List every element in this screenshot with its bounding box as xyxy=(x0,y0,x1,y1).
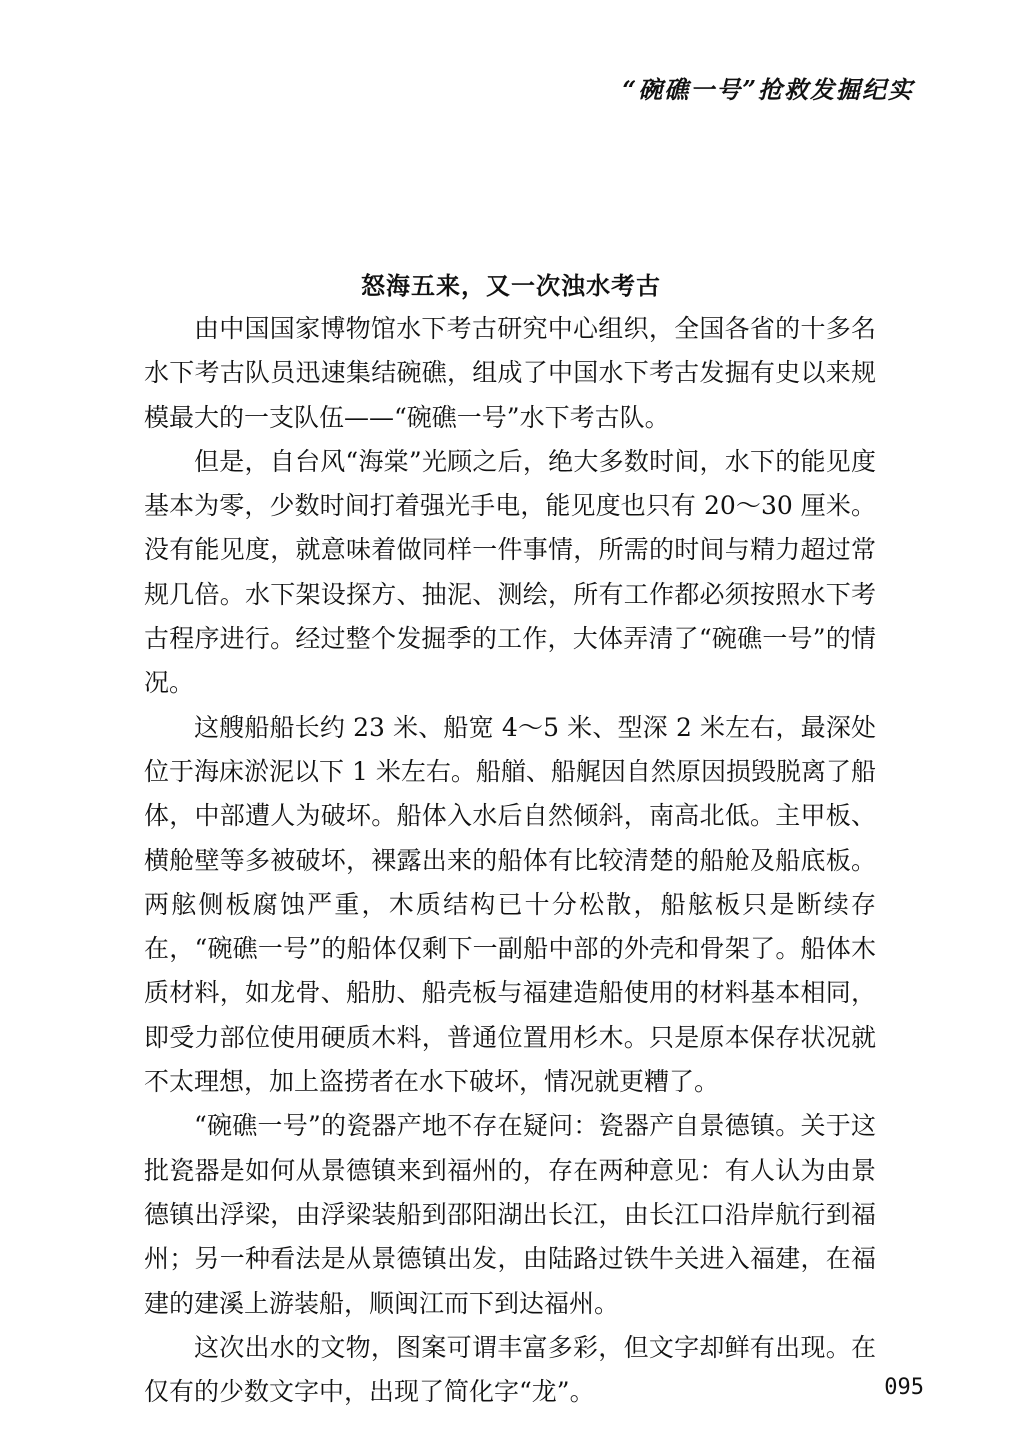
running-header: “碗礁一号”抢救发掘纪实 xyxy=(622,75,914,104)
body-text xyxy=(144,307,876,1414)
paragraph-3: 这艘船船长约 23 米、船宽 4～5 米、型深 2 米左右，最深处位于海床淤泥以下 1 米左右。船艏、船艉因自然原因损毁脱离了船体，中部遭人为破坏。船体入水后自然倾斜，南高北低。主甲板、横舱壁等多被破坏，裸露出来的船体有比较清楚的船舱及船底板。两舷侧板腐蚀严重，木质结构已十分松散，船舷板只是断续存在，“碗礁一号”的船体仅剩下一副船中部的外壳和骨架了。船体木质材料，如龙骨、船肋、船壳板与福建造船使用的材料基本相同，即受力部位使用硬质木料，普通位置用杉木。只是原本保存状况就不太理想，加上盗捞者在水下破坏，情况就更糟了。 xyxy=(144,712,876,1097)
paragraph-2: 但是，自台风“海棠”光顾之后，绝大多数时间，水下的能见度基本为零，少数时间打着强光手电，能见度也只有 20～30 厘米。没有能见度，就意味着做同样一件事情，所需的时间与精力超过常规几倍。水下架设探方、抽泥、测绘，所有工作都必须按照水下考古程序进行。经过整个发掘季的工作，大体弄清了“碗礁一号”的情况。 xyxy=(144,446,876,698)
paragraph-5: 这次出水的文物，图案可谓丰富多彩，但文字却鲜有出现。在仅有的少数文字中，出现了简化字“龙”。 xyxy=(144,1332,876,1407)
page-number: 095 xyxy=(884,1375,924,1400)
paragraph-4: “碗礁一号”的瓷器产地不存在疑问：瓷器产自景德镇。关于这批瓷器是如何从景德镇来到福州的，存在两种意见：有人认为由景德镇出浮梁，由浮梁装船到邵阳湖出长江，由长江口沿岸航行到福州；另一种看法是从景德镇出发，由陆路过铁牛关进入福建，在福建的建溪上游装船，顺闽江而下到达福州。 xyxy=(144,1111,876,1318)
section-title: 怒海五来，又一次浊水考古 xyxy=(361,271,661,300)
paragraph-1: 由中国国家博物馆水下考古研究中心组织，全国各省的十多名水下考古队员迅速集结碗礁，组成了中国水下考古发掘有史以来规模最大的一支队伍——“碗礁一号”水下考古队。 xyxy=(144,314,876,432)
